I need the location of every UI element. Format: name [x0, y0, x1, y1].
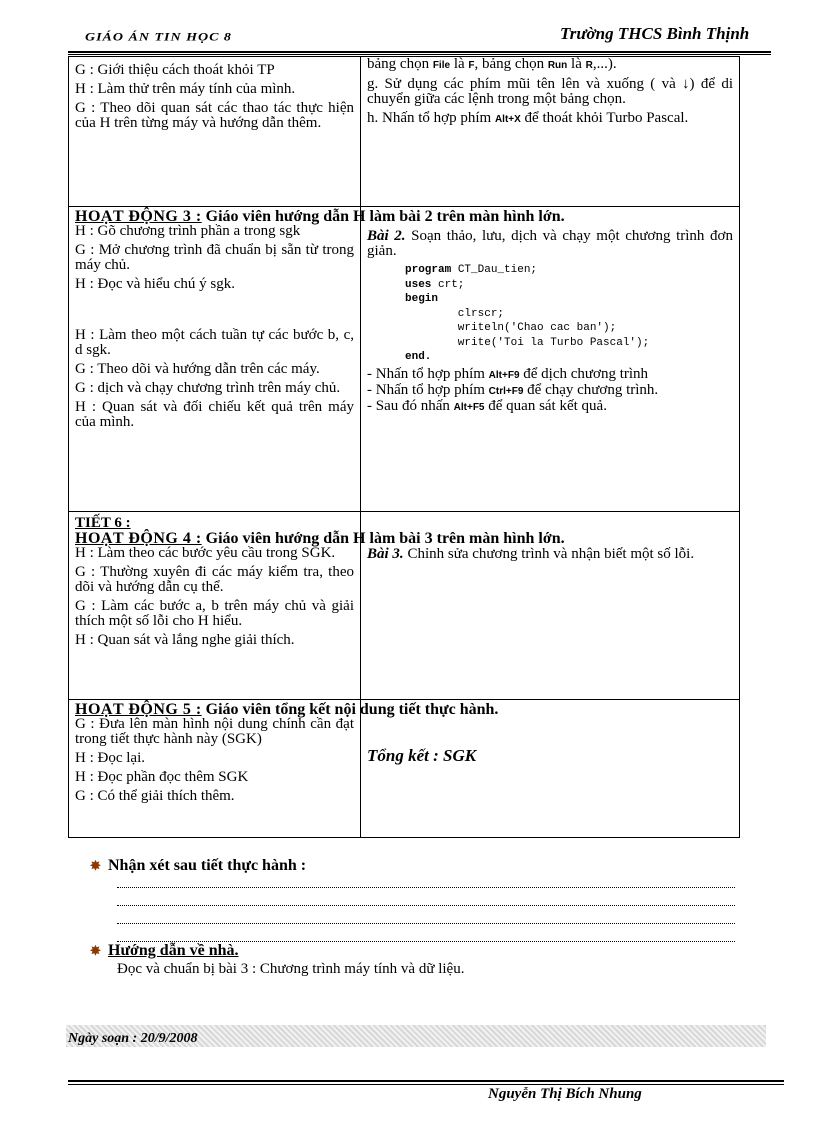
activity-line: G : Có thể giải thích thêm. — [75, 788, 235, 804]
activity-line: H : Đọc phần đọc thêm SGK — [75, 769, 249, 785]
table-row — [69, 700, 740, 838]
lesson-table — [68, 56, 740, 838]
header-divider — [68, 51, 771, 53]
dotted-line — [117, 887, 735, 888]
exercise-title: Bài 2. Soạn thảo, lưu, dịch và chạy một chương trình đơn giản. — [367, 228, 733, 259]
table-row — [69, 207, 740, 512]
homework-text: Đọc và chuẩn bị bài 3 : Chương trình máy tính và dữ liệu. — [117, 961, 465, 977]
activity-line: H : Đọc lại. — [75, 750, 145, 766]
prepared-date: Ngày soạn : 20/9/2008 — [68, 1031, 198, 1046]
content-column — [361, 207, 740, 512]
content-column — [361, 57, 740, 207]
activity-line: G : Thường xuyên đi các máy kiểm tra, theo dõi và hướng dẫn cụ thể. — [75, 564, 354, 595]
homework-heading: ✸ Hướng dẫn về nhà. — [90, 942, 239, 959]
flower-bullet-icon: ✸ — [90, 943, 101, 958]
activity-line: G : Theo dõi quan sát các thao tác thực hiện của H trên từng máy và hướng dẫn thêm. — [75, 100, 354, 131]
content-line: h. Nhấn tổ hợp phím Alt+X để thoát khỏi Turbo Pascal. — [367, 110, 689, 126]
content-column — [361, 700, 740, 838]
activity-line: G : Đưa lên màn hình nội dung chính cần đạt trong tiết thực hành này (SGK) — [75, 716, 354, 747]
review-heading: ✸ Nhận xét sau tiết thực hành : — [90, 857, 307, 874]
step-line: - Sau đó nhấn Alt+F5 để quan sát kết quả. — [367, 397, 607, 414]
activity-line: H : Gõ chương trình phần a trong sgk — [75, 223, 301, 239]
pascal-code: program CT_Dau_tien; uses crt; begin clrscr; writeln('Chao cac ban'); write('Toi la Turbo Pascal'); end. — [405, 264, 650, 363]
activity-line: H : Đọc và hiểu chú ý sgk. — [75, 276, 235, 292]
table-row — [69, 57, 740, 207]
activity-line: H : Làm thử trên máy tính của mình. — [75, 81, 296, 97]
activity-heading: HOẠT ĐỘNG 4 : Giáo viên hướng dẫn H làm bài 3 trên màn hình lớn. — [75, 530, 565, 547]
content-line: bảng chọn File là F, bảng chọn Run là R,...). — [367, 56, 617, 72]
activity-line: H : Quan sát và đối chiếu kết quả trên máy của mình. — [75, 399, 354, 430]
activity-line: G : dịch và chạy chương trình trên máy chủ. — [75, 380, 341, 396]
footer-divider-thin — [68, 1084, 784, 1085]
teacher-student-column — [69, 57, 361, 207]
table-row — [69, 512, 740, 700]
author-name: Nguyễn Thị Bích Nhung — [488, 1086, 642, 1102]
summary-text: Tổng kết : SGK — [367, 746, 477, 765]
header-school: Trường THCS Bình Thịnh — [560, 24, 750, 43]
footer-divider — [68, 1080, 784, 1082]
activity-heading: HOẠT ĐỘNG 5 : Giáo viên tổng kết nội dung tiết thực hành. — [75, 701, 499, 718]
dotted-line — [117, 923, 735, 924]
step-line: - Nhấn tổ hợp phím Alt+F9 để dịch chương trình — [367, 365, 649, 382]
activity-line: H : Làm theo một cách tuần tự các bước b, c, d sgk. — [75, 327, 354, 358]
dotted-line — [117, 905, 735, 906]
activity-line: G : Theo dõi và hướng dẫn trên các máy. — [75, 361, 320, 377]
activity-line: H : Làm theo các bước yêu cầu trong SGK. — [75, 545, 336, 561]
activity-line: H : Quan sát và lắng nghe giải thích. — [75, 632, 295, 648]
step-line: - Nhấn tổ hợp phím Ctrl+F9 để chạy chương trình. — [367, 381, 659, 398]
header-divider-thin — [68, 54, 771, 55]
content-line: g. Sử dụng các phím mũi tên lên và xuống ( và ↓) để di chuyển giữa các lệnh trong một bảng chọn. — [367, 76, 733, 107]
activity-line: G : Làm các bước a, b trên máy chủ và giải thích một số lỗi cho H hiểu. — [75, 598, 354, 629]
activity-heading: HOẠT ĐỘNG 3 : Giáo viên hướng dẫn H làm bài 2 trên màn hình lớn. — [75, 208, 565, 225]
header-title: GIÁO ÁN TIN HỌC 8 — [85, 31, 232, 44]
flower-bullet-icon: ✸ — [90, 858, 101, 873]
exercise-title: Bài 3. Chỉnh sửa chương trình và nhận biết một số lỗi. — [367, 546, 695, 562]
lesson-number: TIẾT 6 : — [75, 515, 131, 531]
activity-line: G : Giới thiệu cách thoát khỏi TP — [75, 62, 275, 78]
activity-line: G : Mở chương trình đã chuẩn bị sẵn từ trong máy chủ. — [75, 242, 354, 273]
